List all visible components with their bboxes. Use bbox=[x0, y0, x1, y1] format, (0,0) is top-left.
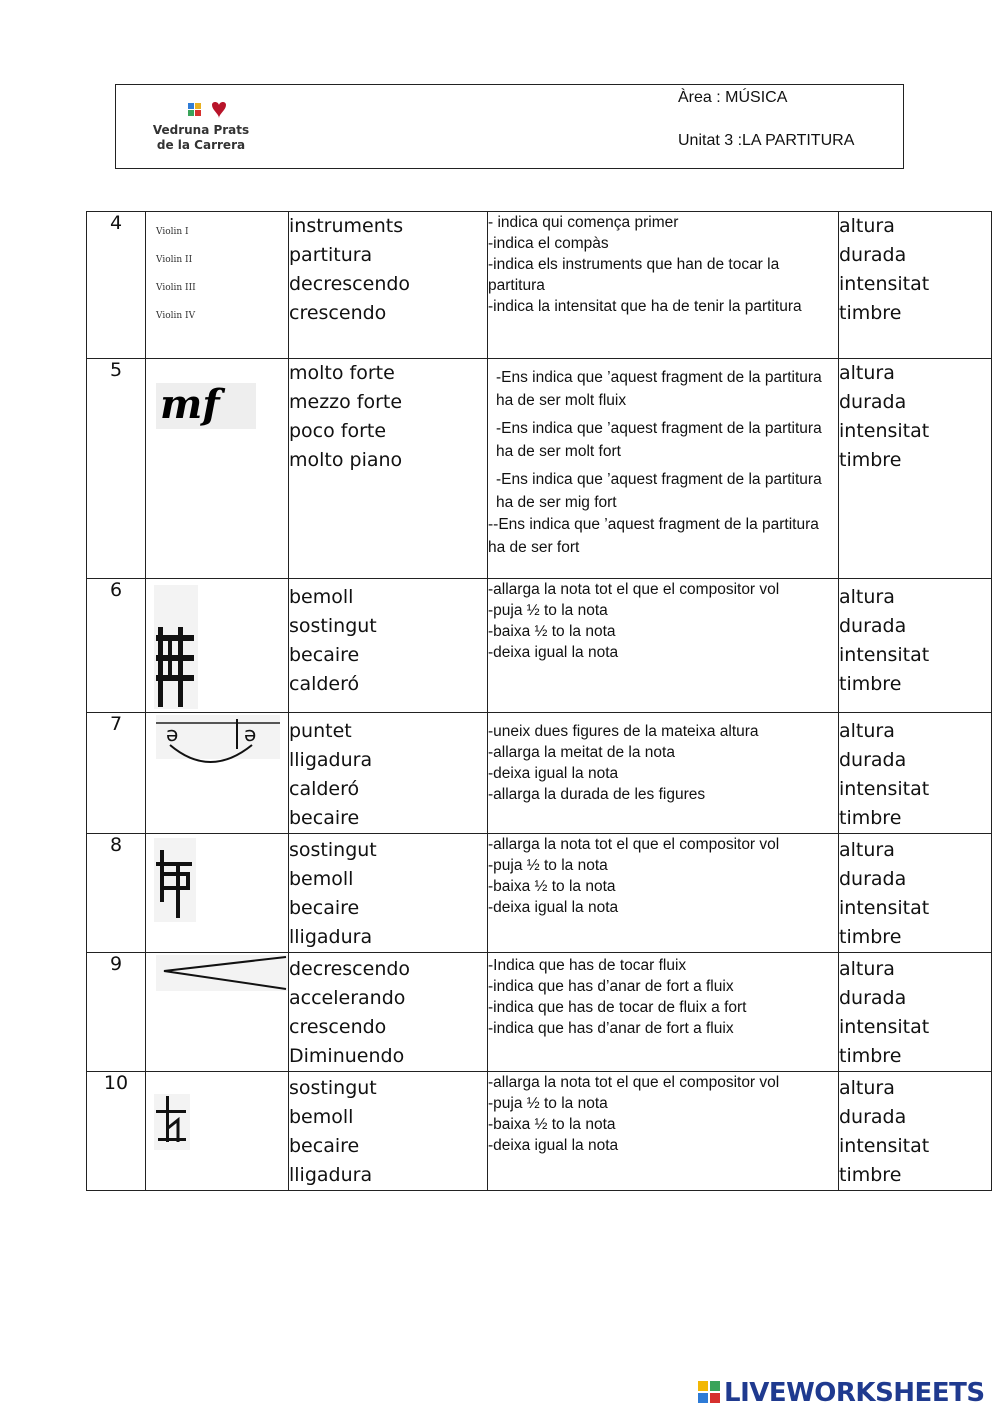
tie-symbol-icon bbox=[156, 715, 280, 765]
row-number: 4 bbox=[87, 212, 146, 359]
description-item[interactable]: - indica qui comença primer bbox=[488, 214, 679, 231]
option-item[interactable]: becaire bbox=[289, 644, 360, 666]
property-item[interactable]: durada bbox=[839, 987, 907, 1009]
description-item[interactable]: -puja ½ to la nota bbox=[488, 1095, 608, 1112]
options-cell bbox=[289, 953, 488, 1072]
description-item[interactable]: -allarga la nota tot el que el compositor vol bbox=[488, 1074, 780, 1091]
property-item[interactable]: durada bbox=[839, 749, 907, 771]
description-item[interactable]: -baixa ½ to la nota bbox=[488, 623, 616, 640]
option-item[interactable]: poco forte bbox=[289, 420, 387, 442]
property-item[interactable]: altura bbox=[839, 586, 895, 608]
property-item[interactable]: timbre bbox=[839, 673, 902, 695]
symbol-image bbox=[146, 212, 289, 359]
option-item[interactable]: bemoll bbox=[289, 586, 354, 608]
decrescendo-symbol-icon bbox=[156, 955, 288, 995]
option-item[interactable]: puntet bbox=[289, 720, 352, 742]
descriptions-cell bbox=[488, 713, 839, 834]
description-item[interactable]: -Indica que has de tocar fluix bbox=[488, 957, 687, 974]
property-item[interactable]: altura bbox=[839, 720, 895, 742]
description-item[interactable]: -uneix dues figures de la mateixa altura bbox=[488, 723, 759, 740]
sharp-symbol-icon bbox=[154, 585, 198, 709]
description-item[interactable]: --Ens indica que ’aquest fragment de la partitura ha de ser fort bbox=[488, 516, 819, 556]
liveworksheets-logo-icon bbox=[698, 1381, 722, 1405]
option-item[interactable]: crescendo bbox=[289, 302, 387, 324]
property-item[interactable]: timbre bbox=[839, 1045, 902, 1067]
description-item[interactable]: -deixa igual la nota bbox=[488, 644, 619, 661]
table-row bbox=[87, 953, 992, 1072]
properties-cell bbox=[839, 834, 992, 953]
liveworksheets-brand: LIVEWORKSHEETS bbox=[724, 1378, 985, 1408]
options-cell bbox=[289, 1072, 488, 1191]
table-row bbox=[87, 579, 992, 713]
option-item[interactable]: calderó bbox=[289, 673, 360, 695]
option-item[interactable]: sostingut bbox=[289, 839, 377, 861]
symbol-image bbox=[146, 579, 289, 713]
symbol-image bbox=[146, 359, 289, 579]
property-item[interactable]: intensitat bbox=[839, 1016, 930, 1038]
descriptions-cell bbox=[488, 834, 839, 953]
option-item[interactable]: becaire bbox=[289, 1135, 360, 1157]
option-item[interactable]: molto forte bbox=[289, 362, 395, 384]
dynamic-mark: mf bbox=[160, 381, 220, 428]
description-item[interactable]: -indica els instruments que han de tocar la partitura bbox=[488, 256, 780, 294]
descriptions-cell bbox=[488, 359, 839, 579]
header-box bbox=[115, 84, 904, 169]
logo-line-1: Vedruna Prats bbox=[152, 123, 250, 137]
description-item[interactable]: -allarga la meitat de la nota bbox=[488, 744, 675, 761]
table-row bbox=[87, 359, 992, 579]
property-item[interactable]: timbre bbox=[839, 926, 902, 948]
property-item[interactable]: timbre bbox=[839, 302, 902, 324]
description-item[interactable]: -indica que has d’anar de fort a fluix bbox=[488, 978, 734, 995]
description-item[interactable]: -indica que has de tocar de fluix a fort bbox=[488, 999, 747, 1016]
description-item[interactable]: -baixa ½ to la nota bbox=[488, 878, 616, 895]
properties-cell bbox=[839, 579, 992, 713]
violin-label: Violin IV bbox=[156, 311, 196, 321]
options-cell bbox=[289, 834, 488, 953]
properties-cell bbox=[839, 212, 992, 359]
area-label: Àrea : MÚSICA bbox=[678, 89, 788, 106]
properties-cell bbox=[839, 359, 992, 579]
school-logo-icon bbox=[188, 101, 232, 123]
description-item[interactable]: -allarga la nota tot el que el compositor vol bbox=[488, 836, 780, 853]
description-item[interactable]: -indica el compàs bbox=[488, 235, 609, 252]
table-row bbox=[87, 713, 992, 834]
descriptions-cell bbox=[488, 579, 839, 713]
property-item[interactable]: altura bbox=[839, 362, 895, 384]
violin-label: Violin II bbox=[156, 255, 193, 265]
option-item[interactable]: instruments bbox=[289, 215, 404, 237]
table-row bbox=[87, 212, 992, 359]
descriptions-cell bbox=[488, 1072, 839, 1191]
property-item[interactable]: intensitat bbox=[839, 420, 930, 442]
description-item[interactable]: -indica que has d’anar de fort a fluix bbox=[488, 1020, 734, 1037]
property-item[interactable]: durada bbox=[839, 244, 907, 266]
description-item[interactable]: -puja ½ to la nota bbox=[488, 602, 608, 619]
property-item[interactable]: durada bbox=[839, 868, 907, 890]
option-item[interactable]: calderó bbox=[289, 778, 360, 800]
option-item[interactable]: lligadura bbox=[289, 749, 373, 771]
description-item[interactable]: -Ens indica que ’aquest fragment de la partitura ha de ser molt fluix bbox=[496, 369, 822, 409]
worksheet-table bbox=[86, 211, 992, 1191]
property-item[interactable]: intensitat bbox=[839, 897, 930, 919]
property-item[interactable]: intensitat bbox=[839, 778, 930, 800]
property-item[interactable]: intensitat bbox=[839, 273, 930, 295]
unit-label: Unitat 3 :LA PARTITURA bbox=[678, 132, 855, 149]
property-item[interactable]: durada bbox=[839, 1106, 907, 1128]
property-item[interactable]: timbre bbox=[839, 807, 902, 829]
option-item[interactable]: becaire bbox=[289, 807, 360, 829]
properties-cell bbox=[839, 1072, 992, 1191]
svg-text:ə: ə bbox=[244, 722, 257, 746]
row-number: 6 bbox=[87, 579, 146, 713]
option-item[interactable]: bemoll bbox=[289, 1106, 354, 1128]
description-item[interactable]: -deixa igual la nota bbox=[488, 765, 619, 782]
description-item[interactable]: -Ens indica que ’aquest fragment de la partitura ha de ser mig fort bbox=[496, 471, 822, 511]
description-item[interactable]: -deixa igual la nota bbox=[488, 1137, 619, 1154]
option-item[interactable]: sostingut bbox=[289, 615, 377, 637]
mezzo-forte-symbol bbox=[156, 383, 256, 429]
svg-text:ə: ə bbox=[166, 722, 179, 746]
option-item[interactable]: sostingut bbox=[289, 1077, 377, 1099]
property-item[interactable]: altura bbox=[839, 1077, 895, 1099]
description-item[interactable]: -baixa ½ to la nota bbox=[488, 1116, 616, 1133]
option-item[interactable]: bemoll bbox=[289, 868, 354, 890]
table-row bbox=[87, 1072, 992, 1191]
flat-natural-symbol-icon bbox=[154, 838, 196, 922]
property-item[interactable]: timbre bbox=[839, 1164, 902, 1186]
properties-cell bbox=[839, 953, 992, 1072]
property-item[interactable]: intensitat bbox=[839, 1135, 930, 1157]
options-cell bbox=[289, 713, 488, 834]
symbol-image bbox=[146, 713, 289, 834]
logo-line-2: de la Carrera bbox=[156, 138, 246, 152]
option-item[interactable]: crescendo bbox=[289, 1016, 387, 1038]
school-logo bbox=[146, 99, 256, 159]
symbol-image bbox=[146, 1072, 289, 1191]
option-item[interactable]: lligadura bbox=[289, 926, 373, 948]
option-item[interactable]: accelerando bbox=[289, 987, 406, 1009]
row-number: 5 bbox=[87, 359, 146, 579]
description-item[interactable]: -indica la intensitat que ha de tenir la partitura bbox=[488, 298, 802, 315]
property-item[interactable]: timbre bbox=[839, 449, 902, 471]
options-cell bbox=[289, 359, 488, 579]
property-item[interactable]: altura bbox=[839, 215, 895, 237]
property-item[interactable]: altura bbox=[839, 839, 895, 861]
description-item[interactable]: -deixa igual la nota bbox=[488, 899, 619, 916]
option-item[interactable]: partitura bbox=[289, 244, 373, 266]
option-item[interactable]: decrescendo bbox=[289, 958, 411, 980]
option-item[interactable]: lligadura bbox=[289, 1164, 373, 1186]
description-item[interactable]: -puja ½ to la nota bbox=[488, 857, 608, 874]
violin-label: Violin III bbox=[156, 283, 196, 293]
property-item[interactable]: intensitat bbox=[839, 644, 930, 666]
option-item[interactable]: Diminuendo bbox=[289, 1045, 405, 1067]
option-item[interactable]: decrescendo bbox=[289, 273, 411, 295]
liveworksheets-logo bbox=[698, 1378, 994, 1408]
row-number: 10 bbox=[87, 1072, 146, 1191]
row-number: 8 bbox=[87, 834, 146, 953]
options-cell bbox=[289, 579, 488, 713]
row-number: 9 bbox=[87, 953, 146, 1072]
violin-labels bbox=[156, 218, 196, 330]
description-item[interactable]: -Ens indica que ’aquest fragment de la partitura ha de ser molt fort bbox=[496, 420, 822, 460]
descriptions-cell bbox=[488, 212, 839, 359]
symbol-image bbox=[146, 953, 289, 1072]
property-item[interactable]: durada bbox=[839, 391, 907, 413]
descriptions-cell bbox=[488, 953, 839, 1072]
option-item[interactable]: mezzo forte bbox=[289, 391, 403, 413]
options-cell bbox=[289, 212, 488, 359]
option-item[interactable]: molto piano bbox=[289, 449, 403, 471]
row-number: 7 bbox=[87, 713, 146, 834]
table-row bbox=[87, 834, 992, 953]
description-item[interactable]: -allarga la durada de les figures bbox=[488, 786, 706, 803]
property-item[interactable]: durada bbox=[839, 615, 907, 637]
property-item[interactable]: altura bbox=[839, 958, 895, 980]
school-logo-text bbox=[146, 123, 256, 153]
description-item[interactable]: -allarga la nota tot el que el compositor vol bbox=[488, 581, 780, 598]
symbol-image bbox=[146, 834, 289, 953]
properties-cell bbox=[839, 713, 992, 834]
natural-symbol-icon bbox=[154, 1094, 190, 1150]
option-item[interactable]: becaire bbox=[289, 897, 360, 919]
violin-label: Violin I bbox=[156, 227, 189, 237]
